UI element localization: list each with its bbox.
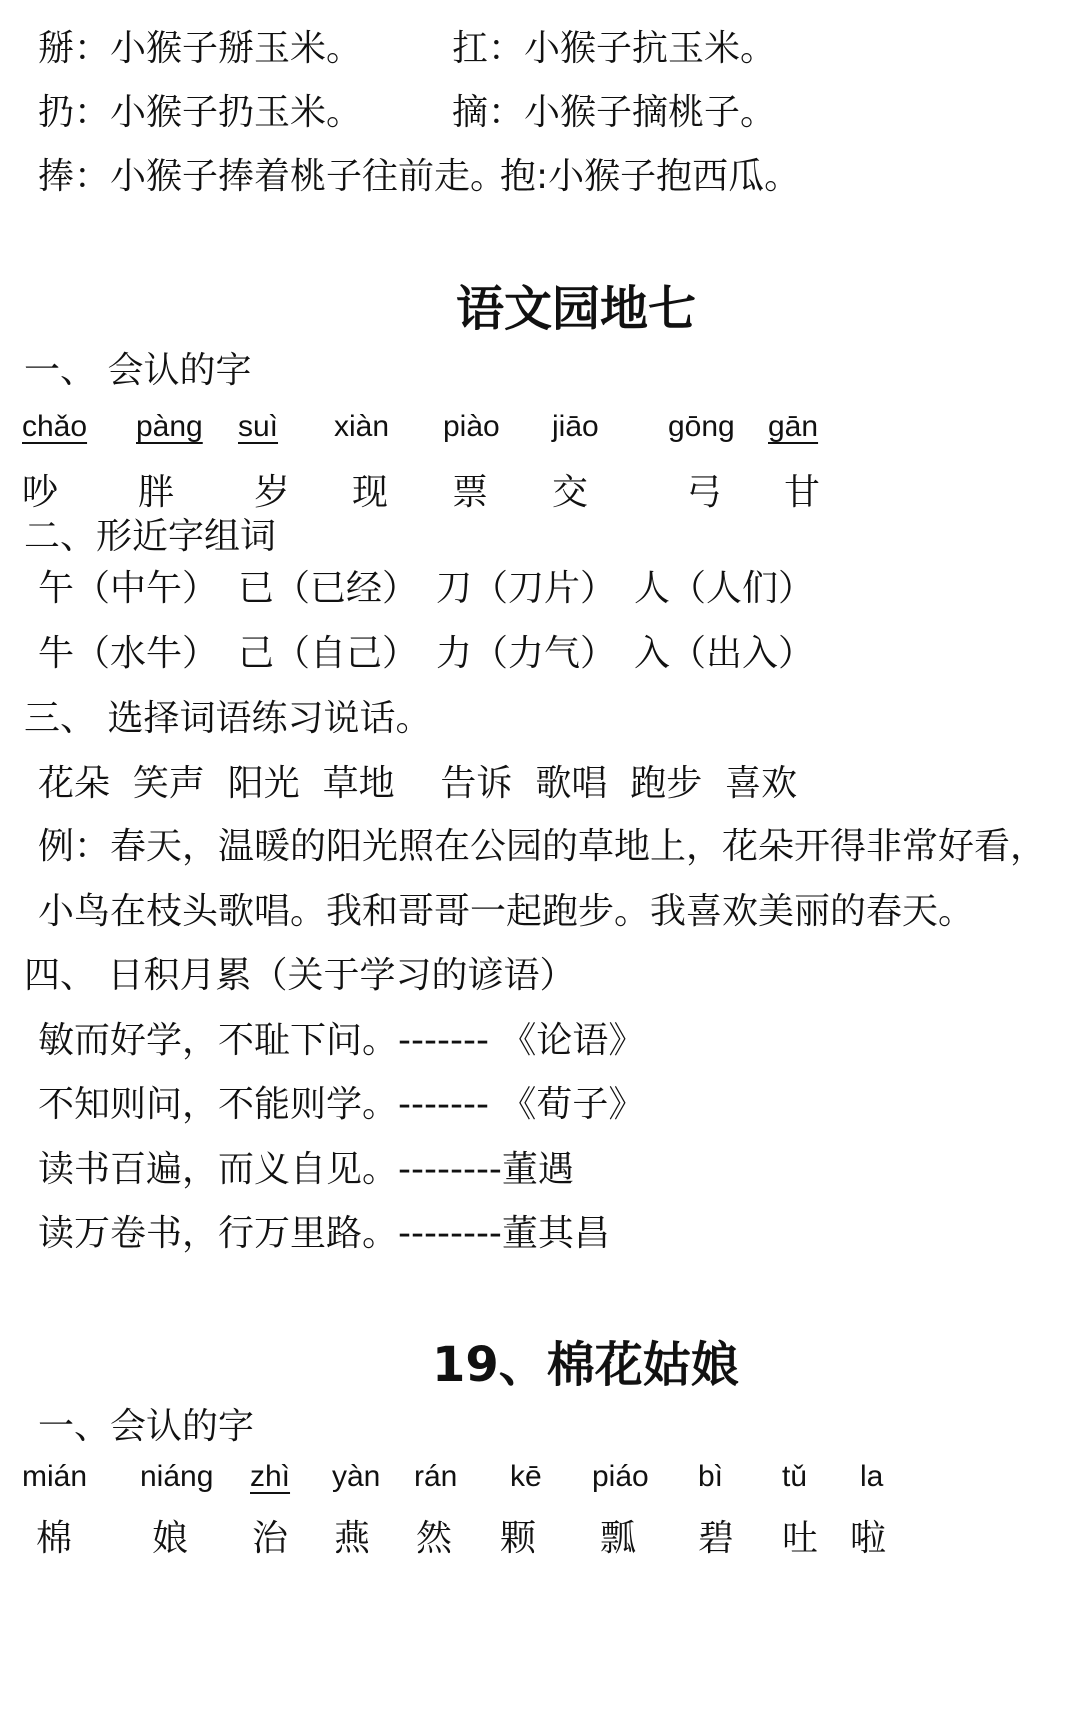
section-title: 19、棉花姑娘 bbox=[432, 1337, 739, 1393]
part-heading: 三、 选择词语练习说话。 bbox=[24, 698, 432, 739]
example-sentence: 小猴子掰玉米。 bbox=[110, 28, 363, 69]
example-peng: 捧：小猴子捧着桃子往前走。 bbox=[38, 156, 507, 197]
example-bai: 掰：小猴子掰玉米。 bbox=[38, 28, 363, 69]
pinyin: gōng bbox=[668, 410, 735, 443]
part-heading: 一、 会认的字 bbox=[24, 350, 252, 391]
hanzi: 瓢 bbox=[600, 1518, 637, 1559]
example-sentence: 小猴子捧着桃子往前走。 bbox=[110, 156, 507, 197]
pinyin: rán bbox=[414, 1460, 458, 1493]
pinyin: gān bbox=[768, 410, 819, 443]
pinyin: piào bbox=[443, 410, 500, 443]
pinyin: niáng bbox=[140, 1460, 214, 1493]
part-heading: 一、会认的字 bbox=[38, 1406, 255, 1447]
example-sentence: 小猴子摘桃子。 bbox=[524, 92, 777, 133]
pinyin: mián bbox=[22, 1460, 88, 1493]
example-char: 捧 bbox=[38, 156, 75, 197]
pinyin: tǔ bbox=[782, 1460, 808, 1493]
pinyin: pàng bbox=[136, 410, 203, 443]
hanzi: 碧 bbox=[698, 1518, 735, 1559]
example-zhai: 摘：小猴子摘桃子。 bbox=[452, 92, 777, 133]
section-title: 语文园地七 bbox=[456, 281, 697, 337]
proverb: 读万卷书，行万里路。--------董其昌 bbox=[38, 1213, 610, 1254]
hanzi: 弓 bbox=[686, 472, 723, 513]
hanzi: 甘 bbox=[784, 472, 821, 513]
pinyin: bì bbox=[698, 1460, 724, 1493]
pinyin: kē bbox=[510, 1460, 542, 1493]
example-kang: 扛：小猴子抗玉米。 bbox=[452, 28, 777, 69]
similar-pair: 午（中午） bbox=[38, 568, 219, 609]
example-char: 掰 bbox=[38, 28, 75, 69]
pinyin: zhì bbox=[250, 1460, 291, 1493]
similar-pair: 人（人们） bbox=[634, 568, 815, 609]
example-sentence: 小猴子抗玉米。 bbox=[524, 28, 777, 69]
part-heading: 四、 日积月累（关于学习的谚语） bbox=[24, 955, 576, 996]
example-char: 扛 bbox=[452, 28, 489, 69]
hanzi: 娘 bbox=[152, 1518, 189, 1559]
hanzi: 胖 bbox=[138, 472, 175, 513]
hanzi: 啦 bbox=[850, 1518, 887, 1559]
pinyin: chǎo bbox=[22, 410, 88, 443]
similar-pair: 入（出入） bbox=[634, 633, 815, 674]
hanzi: 岁 bbox=[254, 472, 291, 513]
word-bank: 花朵 笑声 阳光 草地 告诉 歌唱 跑步 喜欢 bbox=[38, 763, 798, 804]
hanzi: 吵 bbox=[22, 472, 59, 513]
hanzi: 然 bbox=[416, 1518, 453, 1559]
hanzi: 燕 bbox=[334, 1518, 371, 1559]
similar-pair: 力（力气） bbox=[436, 633, 617, 674]
pinyin: yàn bbox=[332, 1460, 381, 1493]
proverb: 读书百遍，而义自见。--------董遇 bbox=[38, 1149, 574, 1190]
similar-pair: 己（自己） bbox=[238, 633, 419, 674]
pinyin: suì bbox=[238, 410, 279, 443]
pinyin: jiāo bbox=[552, 410, 599, 443]
example-sentence: 小猴子扔玉米。 bbox=[110, 92, 363, 133]
example-paragraph-line: 小鸟在枝头歌唱。我和哥哥一起跑步。我喜欢美丽的春天。 bbox=[38, 891, 975, 932]
hanzi: 票 bbox=[452, 472, 489, 513]
example-paragraph-line: 例：春天，温暖的阳光照在公园的草地上，花朵开得非常好看， bbox=[38, 826, 1047, 867]
hanzi: 吐 bbox=[782, 1518, 819, 1559]
similar-pair: 牛（水牛） bbox=[38, 633, 219, 674]
part-heading: 二、形近字组词 bbox=[24, 516, 277, 557]
example-bao: 抱:小猴子抱西瓜。 bbox=[500, 156, 801, 197]
hanzi: 交 bbox=[552, 472, 589, 513]
hanzi: 棉 bbox=[36, 1518, 73, 1559]
similar-pair: 已（已经） bbox=[238, 568, 419, 609]
proverb: 敏而好学，不耻下问。------- 《论语》 bbox=[38, 1020, 645, 1061]
pinyin: xiàn bbox=[334, 410, 390, 443]
proverb: 不知则问，不能则学。------- 《荀子》 bbox=[38, 1084, 645, 1125]
example-char: 摘 bbox=[452, 92, 489, 133]
hanzi: 现 bbox=[352, 472, 389, 513]
pinyin: piáo bbox=[592, 1460, 649, 1493]
hanzi: 颗 bbox=[500, 1518, 537, 1559]
example-char: 扔 bbox=[38, 92, 75, 133]
pinyin: la bbox=[860, 1460, 884, 1493]
example-reng: 扔：小猴子扔玉米。 bbox=[38, 92, 363, 133]
hanzi: 治 bbox=[252, 1518, 289, 1559]
similar-pair: 刀（刀片） bbox=[436, 568, 617, 609]
